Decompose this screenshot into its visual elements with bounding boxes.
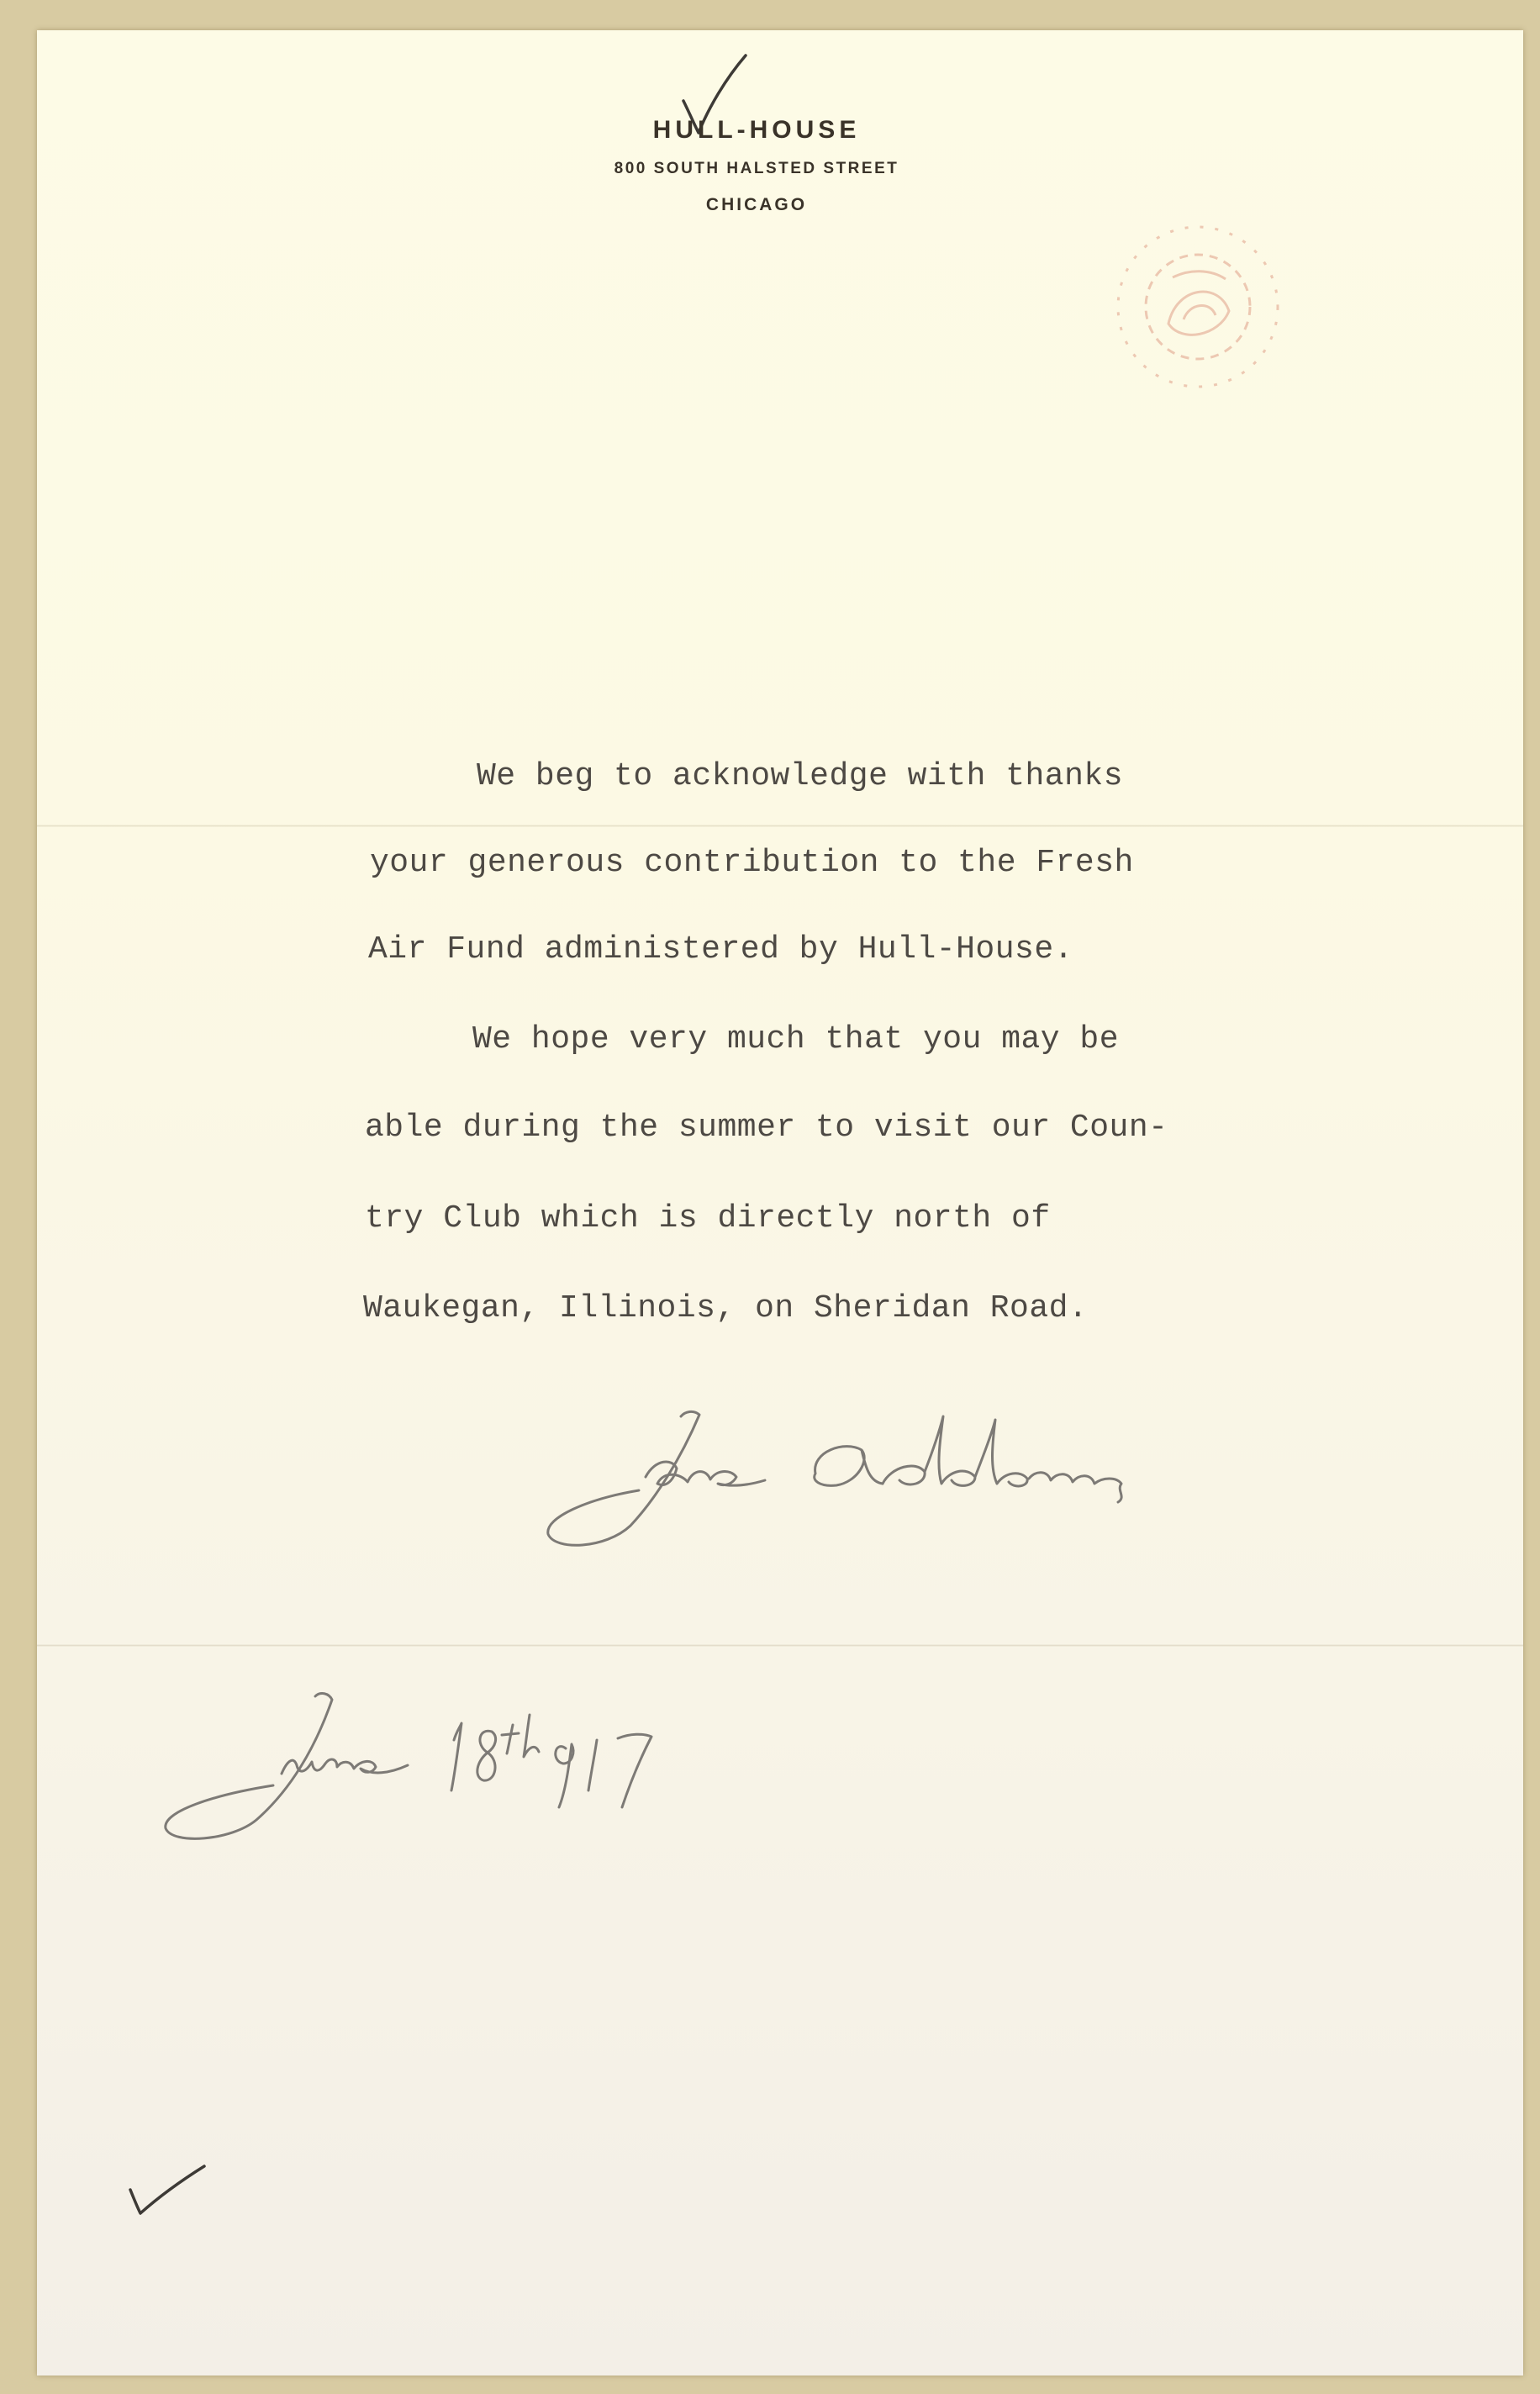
letterhead-city: CHICAGO bbox=[705, 195, 808, 214]
body-line: able during the summer to visit our Coun- bbox=[365, 1110, 1168, 1146]
date-annotation bbox=[156, 1681, 744, 1849]
body-line: Waukegan, Illinois, on Sheridan Road. bbox=[363, 1290, 1089, 1326]
letterhead-street: 800 SOUTH HALSTED STREET bbox=[614, 160, 899, 177]
signature bbox=[538, 1400, 1269, 1551]
checkmark-icon bbox=[122, 2156, 214, 2223]
letterhead-name: HULL-HOUSE bbox=[652, 116, 861, 144]
body-line: We hope very much that you may be bbox=[472, 1021, 1120, 1057]
embossed-seal-icon bbox=[1093, 210, 1303, 403]
body-line: We beg to acknowledge with thanks bbox=[477, 758, 1124, 794]
body-line: your generous contribution to the Fresh bbox=[370, 845, 1134, 881]
body-line: try Club which is directly north of bbox=[365, 1200, 1051, 1237]
fold-line bbox=[37, 825, 1523, 827]
body-line: Air Fund administered by Hull-House. bbox=[368, 931, 1073, 968]
fold-line bbox=[37, 1644, 1523, 1647]
